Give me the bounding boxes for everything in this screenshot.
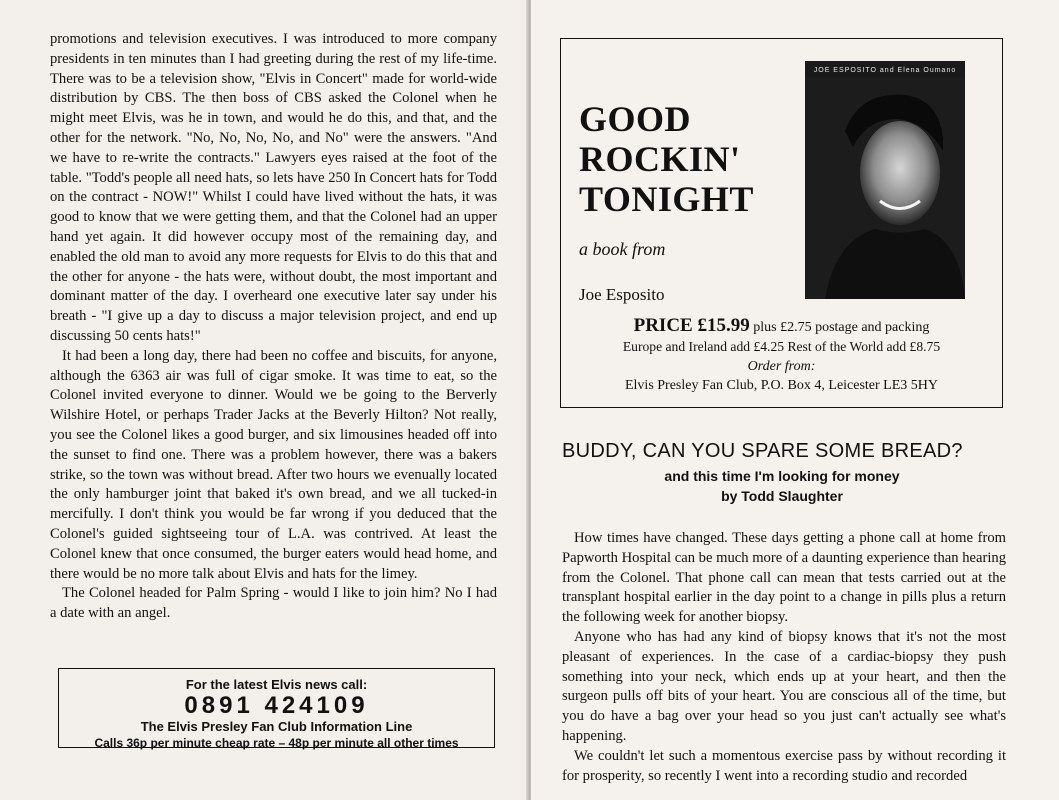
info-line-phone: 0891 424109 xyxy=(184,692,369,719)
article-strapline: and this time I'm looking for money xyxy=(664,468,900,484)
book-price: PRICE £15.99 xyxy=(633,315,750,336)
info-line-rate: Calls 36p per minute cheap rate – 48p per minute all other times xyxy=(94,736,459,750)
order-address: Elvis Presley Fan Club, P.O. Box 4, Leicester LE3 5HY xyxy=(624,378,939,393)
postage-note: plus £2.75 postage and packing xyxy=(749,320,930,335)
book-title xyxy=(579,99,799,219)
book-title-line-3: TONIGHT xyxy=(579,179,754,219)
info-line-heading: For the latest Elvis news call: xyxy=(185,677,368,692)
book-subtitle: a book from xyxy=(579,239,666,259)
left-page xyxy=(0,0,528,800)
left-article-body xyxy=(50,30,497,624)
portrait-photo xyxy=(805,61,965,299)
article-subheading xyxy=(562,466,1002,506)
book-cover-text: JOE ESPOSITO and Elena Oumano xyxy=(813,67,957,74)
left-paragraph-2: It had been a long day, there had been no coffee and biscuits, for anyone, although the 6363 air was full of cigar smoke. It was time to eat, so the Colonel invited everyone to dinner. Would we be going to the Berverly Wilshire Hotel, or perhaps Trader Jacks at the Beverly Hilton? Not really, you see the Colonel likes a good burger, and six limousines headed off into the sunset to find one. There was a problem however, there was a bakers strike, so the town was without bread. After two hours we evenually located the only hamburger joint that baked it's own bread, and we all tucked-in mercifully. I don't think you would be far wrong if you deduced that the Colonel's guided sightseeing tour of L.A. was contrived. At least the Colonel knew that once consumed, the burger eaters would head home, and there would be no more talk about Elvis and hats for the limey. xyxy=(50,347,497,582)
book-cover-image xyxy=(805,61,965,299)
right-paragraph-2: Anyone who has had any kind of biopsy knows that it's not the most pleasant of experiences. In the case of a cardiac-biopsy they push something into your neck, which ends up at your heart, and then the surgeon pulls off bits of your heart. You are conscious all of the time, but you do have a bag over your head so you just can't actually see what's happening. xyxy=(562,628,1006,744)
left-paragraph-1: promotions and television executives. I was introduced to more company presidents in ten minutes than I had greeting during the rest of my life-time. There was to be a television show, "Elvis in Concert" made for world-wide distribution by CBS. The then boss of CBS asked the Colonel when he might meet Elvis, was he in town, and would he do this, and that, and the other for the network. "No, No, No, No, and No" were the answers. "And we have to re-write the contracts." Lawyers eyes raised at the foot of the table. "Todd's people all need hats, so lets have 250 In Concert hats for Todd on the contract - NOW!" Whilst I could have lived without the hats, it was good to know that we were getting them, and that the Colonel had an upper hand yet again. It did however occupy most of the remaining day, and enabled the old man to avoid any more requests for Elvis to do this that and the other for anyone - the hats were, without doubt, the most important and dominant matter of the day. I overheard one executive later say under his breath - "I give up a day to discuss a major television project, and end up discussing 50 cents hats!" xyxy=(50,31,497,344)
book-price-line xyxy=(561,315,1002,337)
book-advert xyxy=(560,38,1003,408)
overseas-postage: Europe and Ireland add £4.25 Rest of the World add £8.75 xyxy=(622,339,941,354)
book-author: Joe Esposito xyxy=(579,285,665,304)
right-paragraph-3: We couldn't let such a momentous exercise pass by without recording it for prosperity, so recently I went into a recording studio and recorded xyxy=(562,747,1006,784)
left-paragraph-3: The Colonel headed for Palm Spring - would I like to join him? No I had a date with an angel. xyxy=(50,585,497,622)
info-line-box xyxy=(58,668,495,748)
info-line-name: The Elvis Presley Fan Club Information Line xyxy=(140,719,413,734)
right-paragraph-1: How times have changed. These days getting a phone call at home from Papworth Hospital can be much more of a daunting experience than hearing from the Colonel. That phone call can mean that tests carried out at the transplant hospital earlier in the day point to a change in pills plus a return the following week for another biopsy. xyxy=(562,530,1006,626)
book-title-line-1: GOOD xyxy=(579,99,692,139)
order-from-label: Order from: xyxy=(747,359,816,374)
article-headline: BUDDY, CAN YOU SPARE SOME BREAD? xyxy=(562,440,963,462)
right-article-body xyxy=(562,529,1006,786)
article-byline: by Todd Slaughter xyxy=(721,488,843,504)
book-title-line-2: ROCKIN' xyxy=(579,139,741,179)
